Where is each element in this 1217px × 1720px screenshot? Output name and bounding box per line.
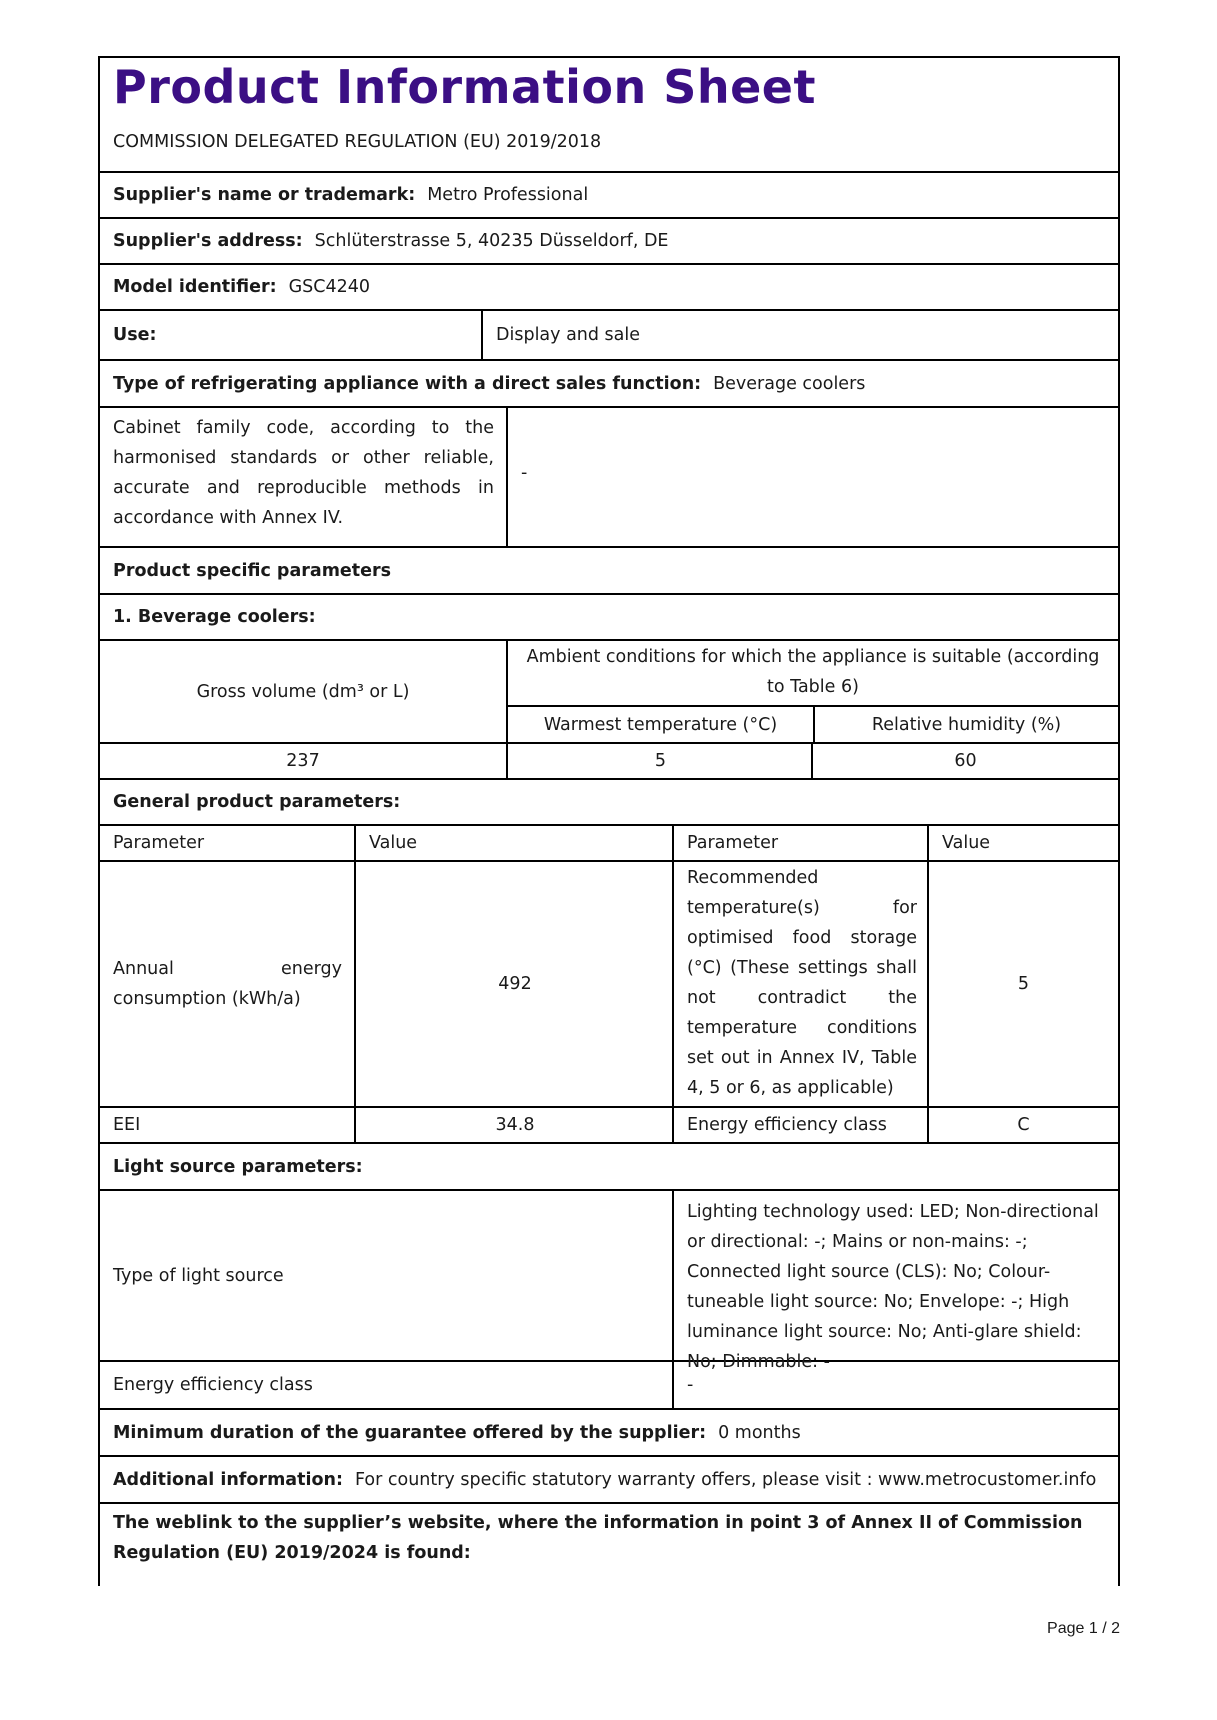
cabinet-family-value: -	[521, 463, 528, 483]
annual-energy-value: 492	[498, 974, 532, 994]
supplier-name-label: Supplier's name or trademark:	[113, 185, 416, 205]
annual-energy-label: Annual energy consumption (kWh/a)	[113, 959, 342, 1009]
general-col-parameter-1: Parameter	[113, 833, 205, 853]
general-col-value-2: Value	[942, 833, 991, 853]
general-heading-row	[100, 780, 1118, 826]
relative-humidity-value: 60	[954, 751, 977, 771]
product-information-sheet	[98, 56, 1120, 1586]
guarantee-label: Minimum duration of the guarantee offered by the supplier:	[113, 1422, 707, 1443]
annual-energy-row	[100, 862, 1118, 1108]
light-heading-row	[100, 1144, 1118, 1191]
supplier-address-row	[100, 219, 1118, 265]
light-class-value: -	[687, 1375, 694, 1395]
page-title: Product Information Sheet	[113, 60, 816, 114]
beverage-coolers-section: 1. Beverage coolers:	[113, 607, 316, 627]
general-col-parameter-2: Parameter	[687, 833, 779, 853]
product-specific-heading-row	[100, 548, 1118, 595]
use-value: Display and sale	[496, 325, 641, 345]
light-heading: Light source parameters:	[113, 1156, 363, 1177]
ambient-conditions-label: Ambient conditions for which the appliance is suitable (according to Table 6)	[526, 647, 1100, 697]
recommended-temperature-value: 5	[1017, 974, 1030, 994]
cabinet-family-row	[100, 408, 1118, 548]
title-block	[100, 58, 1118, 173]
model-value: GSC4240	[288, 277, 371, 297]
recommended-temperature-label: Recommended temperature(s) for optimised food storage (°C) (These settings shall not contradict the temperature conditions set out in Annex IV, Table 4, 5 or 6, as applicable)	[687, 868, 917, 1098]
gross-volume-value: 237	[286, 751, 320, 771]
appliance-type-row	[100, 361, 1118, 408]
ambient-header-row	[100, 641, 1118, 744]
page-number: Page 1 / 2	[1047, 1620, 1120, 1637]
additional-info-value: For country specific statutory warranty offers, please visit : www.metrocustomer.info	[354, 1469, 1097, 1490]
guarantee-value: 0 months	[718, 1422, 801, 1443]
supplier-address-value: Schlüterstrasse 5, 40235 Düsseldorf, DE	[314, 231, 669, 251]
light-type-value: Lighting technology used: LED; Non-directional or directional: -; Mains or non-mains: -; Connected light source (CLS): No; Colour-tuneable light source: No; Envelope: -; High luminance light source: No; Anti-glare shield: No; Dimmable: -	[687, 1202, 1099, 1372]
general-columns-row	[100, 826, 1118, 862]
light-class-label: Energy efficiency class	[113, 1375, 313, 1395]
eei-row	[100, 1108, 1118, 1144]
use-row	[100, 311, 1118, 361]
energy-class-value: C	[1017, 1115, 1030, 1135]
eei-value: 34.8	[495, 1115, 535, 1135]
general-col-value-1: Value	[369, 833, 418, 853]
relative-humidity-label: Relative humidity (%)	[871, 714, 1062, 735]
use-label: Use:	[113, 325, 157, 345]
light-class-row	[100, 1362, 1118, 1410]
light-type-label: Type of light source	[113, 1265, 284, 1286]
model-label: Model identifier:	[113, 277, 277, 297]
beverage-coolers-section-row	[100, 595, 1118, 641]
weblink-label: The weblink to the supplier’s website, where the information in point 3 of Annex II of Commission Regulation (EU) 2019/2024 is found:	[113, 1513, 1083, 1563]
ambient-values-row	[100, 744, 1118, 780]
warmest-temperature-label: Warmest temperature (°C)	[543, 714, 778, 735]
guarantee-row	[100, 1410, 1118, 1457]
supplier-name-value: Metro Professional	[427, 185, 589, 205]
product-specific-heading: Product specific parameters	[113, 560, 392, 581]
eei-label: EEI	[113, 1115, 141, 1135]
energy-class-label: Energy efficiency class	[687, 1115, 887, 1135]
model-row	[100, 265, 1118, 311]
appliance-type-label: Type of refrigerating appliance with a direct sales function:	[113, 373, 702, 394]
supplier-address-label: Supplier's address:	[113, 231, 303, 251]
appliance-type-value: Beverage coolers	[713, 373, 866, 394]
additional-info-label: Additional information:	[113, 1469, 343, 1490]
warmest-temperature-value: 5	[654, 751, 667, 771]
supplier-name-row	[100, 173, 1118, 219]
light-type-row	[100, 1191, 1118, 1372]
additional-info-row	[100, 1457, 1118, 1504]
general-heading: General product parameters:	[113, 792, 401, 812]
cabinet-family-label: Cabinet family code, according to the harmonised standards or other reliable, accurate and reproducible methods in accordance with Annex IV.	[113, 418, 494, 528]
gross-volume-label: Gross volume (dm³ or L)	[196, 681, 410, 702]
weblink-row	[100, 1508, 1118, 1568]
regulation-reference: COMMISSION DELEGATED REGULATION (EU) 2019/2018	[113, 132, 602, 152]
